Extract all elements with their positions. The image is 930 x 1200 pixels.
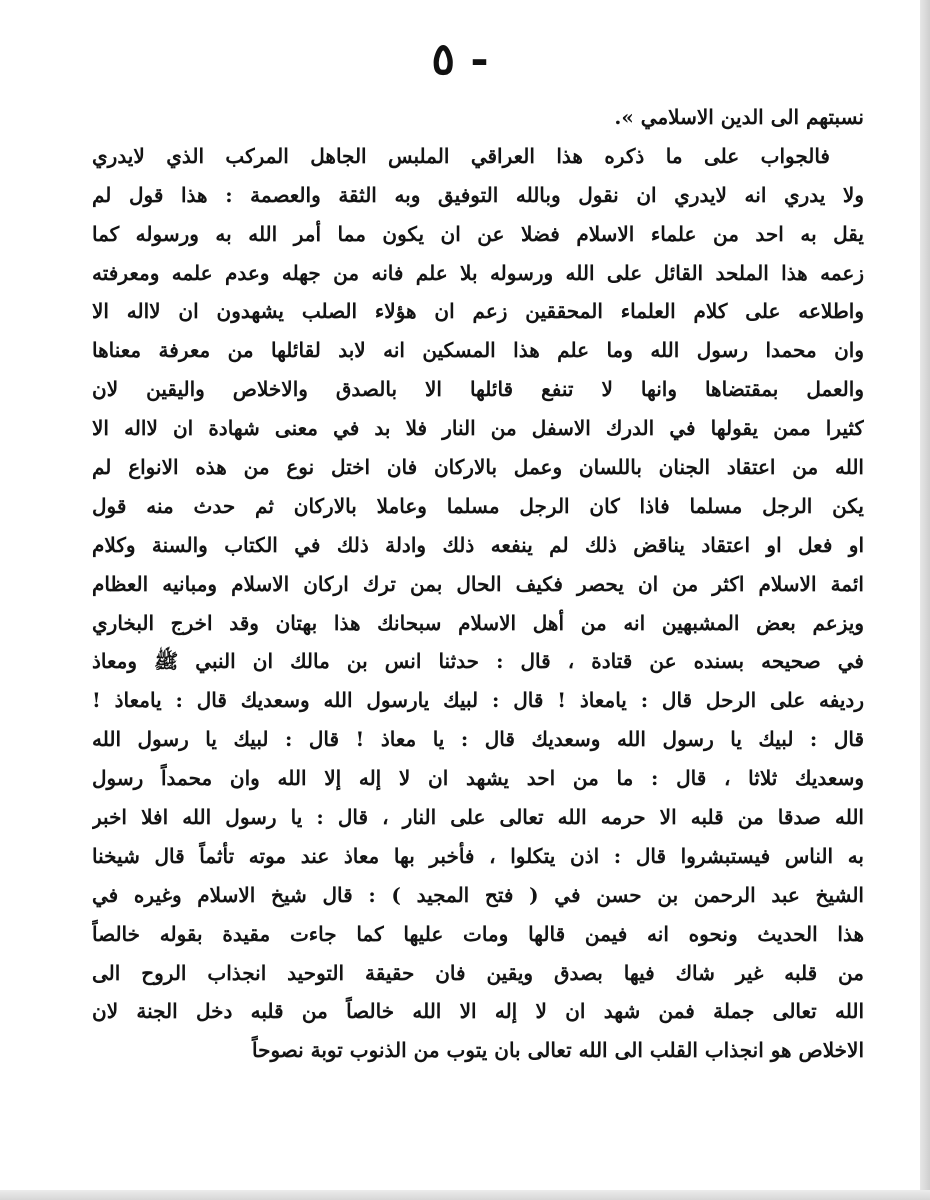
text-line: الشيخ عبد الرحمن بن حسن في ( فتح المجيد ) : قال شيخ الاسلام وغيره في bbox=[92, 882, 864, 907]
text-line: الله من اعتقاد الجنان باللسان وعمل بالاركان فان اختل نوع من هذه الانواع لم bbox=[92, 455, 864, 480]
text-line: وان محمدا رسول الله وما علم هذا المسكين انه لابد لقائلها من معرفة معناها bbox=[92, 338, 864, 363]
text-line: ولا يدري انه لايدري ان نقول وبالله التوفيق وبه الثقة والعصمة : هذا قول لم bbox=[92, 182, 864, 207]
text-line: الله صدقا من قلبه الا حرمه الله تعالى على النار ، قال : يا رسول الله افلا اخبر bbox=[92, 805, 864, 830]
text-line: او فعل او اعتقاد يناقض ذلك لم ينفعه ذلك وادلة ذلك في الكتاب والسنة وكلام bbox=[92, 532, 864, 557]
text-line: والعمل بمقتضاها وانها لا تنفع قائلها الا بالصدق والاخلاص واليقين لان bbox=[92, 377, 864, 402]
scan-edge-bottom bbox=[0, 1190, 930, 1200]
text-line: نسبتهم الى الدين الاسلامي ». bbox=[614, 105, 864, 129]
text-line: الاخلاص هو انجذاب القلب الى الله تعالى بان يتوب من الذنوب توبة نصوحاً bbox=[251, 1038, 864, 1063]
text-line: كثيرا ممن يقولها في الدرك الاسفل من النار فلا بد في معنى شهادة ان لااله الا bbox=[92, 416, 864, 441]
body-text bbox=[92, 98, 864, 1070]
scan-edge-right bbox=[920, 0, 930, 1200]
text-line: فالجواب على ما ذكره هذا العراقي الملبس الجاهل المركب الذي لايدري bbox=[92, 143, 830, 168]
text-line: زعمه هذا الملحد القائل على الله ورسوله بلا علم فانه من جهله وعدم علمه ومعرفته bbox=[92, 260, 864, 285]
text-line: قال : لبيك يا رسول الله وسعديك قال : يا معاذ ! قال : لبيك يا رسول الله bbox=[92, 727, 864, 752]
text-line: هذا الحديث ونحوه انه فيمن قالها ومات عليها كما جاءت مقيدة بقوله خالصاً bbox=[92, 921, 864, 946]
text-line: من قلبه غير شاك فيها بصدق ويقين فان حقيقة التوحيد انجذاب الروح الى bbox=[92, 960, 864, 985]
text-line: يقل به احد من علماء الاسلام فضلا عن ان يكون مما أمر الله به ورسوله كما bbox=[92, 221, 864, 246]
page-number: - ٥ bbox=[431, 34, 489, 85]
text-line: وسعديك ثلاثا ، قال : ما من احد يشهد ان لا إله إلا الله وان محمداً رسول bbox=[92, 766, 864, 791]
text-line: واطلاعه على كلام العلماء المحققين زعم ان هؤلاء الصلب يشهدون ان لااله الا bbox=[92, 299, 864, 324]
text-line: في صحيحه بسنده عن قتادة ، قال : حدثنا انس بن مالك ان النبي ﷺ ومعاذ bbox=[92, 649, 864, 674]
text-line: رديفه على الرحل قال : يامعاذ ! قال : لبيك يارسول الله وسعديك قال : يامعاذ ! bbox=[92, 688, 864, 713]
text-line: يكن الرجل مسلما فاذا كان الرجل مسلما وعاملا بالاركان ثم حدث منه قول bbox=[92, 493, 864, 518]
text-line: الله تعالى جملة فمن شهد ان لا إله الا الله خالصاً من قلبه دخل الجنة لان bbox=[92, 999, 864, 1024]
text-line: به الناس فيستبشروا قال : اذن يتكلوا ، فأخبر بها معاذ عند موته تأثماً قال شيخنا bbox=[92, 843, 864, 868]
text-line: ائمة الاسلام اكثر من ان يحصر فكيف الحال بمن ترك اركان الاسلام ومبانيه العظام bbox=[92, 571, 864, 596]
text-line: ويزعم بعض المشبهين انه من أهل الاسلام سبحانك هذا بهتان وقد اخرج البخاري bbox=[92, 610, 864, 635]
